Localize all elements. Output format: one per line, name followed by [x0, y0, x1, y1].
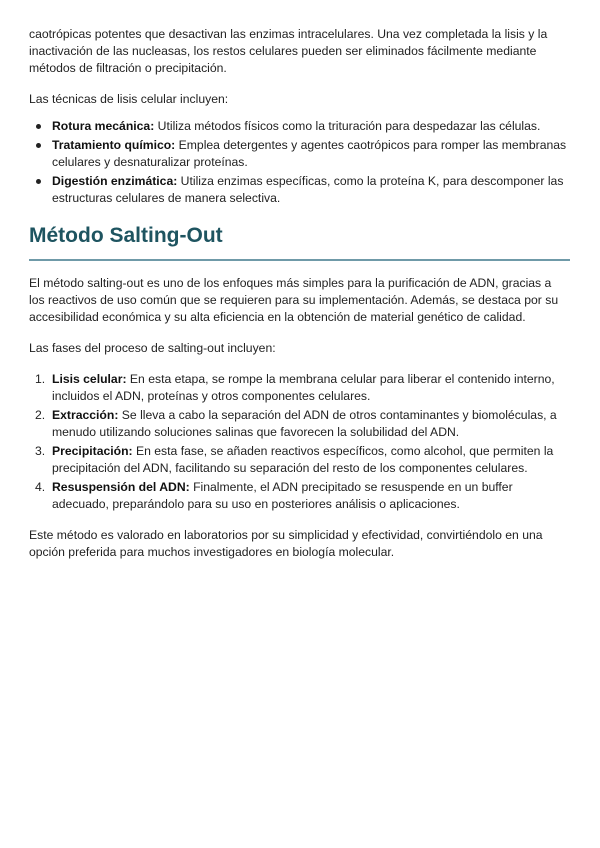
- lysis-techniques-list: [29, 118, 570, 207]
- list-item: [29, 118, 570, 135]
- bullet-icon: [36, 124, 41, 129]
- closing-paragraph: Este método es valorado en laboratorios por su simplicidad y efectividad, convirtiéndolo en una opción preferida para muchos investigadores en biología molecular.: [29, 528, 543, 559]
- lysis-intro: Las técnicas de lisis celular incluyen:: [29, 92, 229, 106]
- bullet-icon: [36, 179, 41, 184]
- list-item-text: Utiliza métodos físicos como la trituración para despedazar las células.: [154, 119, 541, 133]
- list-item: [29, 173, 570, 207]
- opening-paragraph: caotrópicas potentes que desactivan las enzimas intracelulares. Una vez completada la lisis y la inactivación de las nucleasas, los restos celulares pueden ser eliminados fácilmente mediante métodos de filtración o precipitación.: [29, 27, 548, 75]
- list-item-term: Tratamiento químico:: [52, 138, 176, 152]
- list-item-number: 1.: [35, 372, 46, 386]
- section-description: El método salting-out es uno de los enfoques más simples para la purificación de ADN, gracias a los reactivos de uso común que se requieren para su implementación. Además, se destaca por su accesibilidad económica y su alta eficiencia en la obtención de material genético de calidad.: [29, 276, 559, 324]
- list-item-term: Lisis celular:: [52, 372, 127, 386]
- list-item-text: Finalmente, el ADN precipitado se resuspende en un buffer adecuado, preparándolo para su uso en posteriores análisis o aplicaciones.: [52, 480, 513, 511]
- list-item-text: Emplea detergentes y agentes caotrópicos para romper las membranas celulares y desnaturalizar proteínas.: [52, 138, 567, 169]
- list-item-term: Resuspensión del ADN:: [52, 480, 190, 494]
- list-item-term: Rotura mecánica:: [52, 119, 155, 133]
- list-item-term: Extracción:: [52, 408, 119, 422]
- list-item: [29, 443, 570, 477]
- phases-intro: Las fases del proceso de salting-out incluyen:: [29, 341, 276, 355]
- phases-list: [29, 371, 570, 513]
- list-item-text: En esta fase, se añaden reactivos específicos, como alcohol, que permiten la precipitación del ADN, facilitando su separación del resto de los componentes celulares.: [52, 444, 554, 475]
- list-item: [29, 137, 570, 171]
- list-item-number: 4.: [35, 480, 46, 494]
- list-item-text: En esta etapa, se rompe la membrana celular para liberar el contenido interno, incluidos el ADN, proteínas y otros componentes celulares.: [52, 372, 555, 403]
- list-item: [29, 371, 570, 405]
- list-item: [29, 479, 570, 513]
- list-item-text: Se lleva a cabo la separación del ADN de otros contaminantes y biomoléculas, a menudo utilizando soluciones salinas que favorecen la solubilidad del ADN.: [52, 408, 557, 439]
- bullet-icon: [36, 143, 41, 148]
- list-item: [29, 407, 570, 441]
- list-item-term: Precipitación:: [52, 444, 133, 458]
- list-item-number: 2.: [35, 408, 46, 422]
- list-item-term: Digestión enzimática:: [52, 174, 178, 188]
- list-item-text: Utiliza enzimas específicas, como la proteína K, para descomponer las estructuras celulares de manera selectiva.: [52, 174, 564, 205]
- list-item-number: 3.: [35, 444, 46, 458]
- section-heading: Método Salting-Out: [29, 223, 570, 261]
